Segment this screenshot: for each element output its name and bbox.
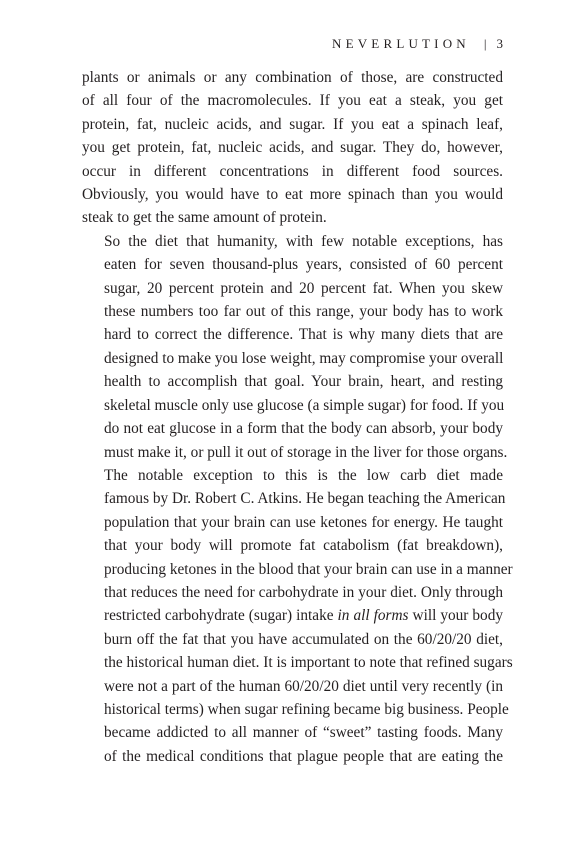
text-line: Obviously, you would have to eat more spinach than you would	[82, 186, 503, 204]
text-line: skeletal muscle only use glucose (a simple sugar) for food. If you	[104, 396, 505, 414]
text-line: eaten for seven thousand-plus years, consisted of 60 percent	[104, 256, 503, 274]
text-line: that your body will promote fat catabolism (fat breakdown),	[104, 537, 503, 555]
text-line: of the medical conditions that plague people that are eating the	[104, 747, 503, 765]
paragraph	[82, 230, 508, 464]
text-line: sugar, 20 percent protein and 20 percent fat. When you skew	[104, 279, 503, 297]
text-line: that reduces the need for carbohydrate in your diet. Only through	[104, 583, 503, 601]
text-line: health to accomplish that goal. Your brain, heart, and resting	[104, 373, 503, 391]
text-line: steak to get the same amount of protein.	[82, 209, 327, 227]
text-line: famous by Dr. Robert C. Atkins. He began teaching the American	[104, 490, 506, 508]
text-line: the historical human diet. It is important to note that refined sugars	[104, 654, 513, 672]
text-line: were not a part of the human 60/20/20 diet until very recently (in	[104, 677, 503, 695]
text-line: do not eat glucose in a form that the body can absorb, your body	[104, 420, 503, 438]
text-line: of all four of the macromolecules. If you eat a steak, you get	[82, 92, 503, 110]
text-line: must make it, or pull it out of storage in the liver for those organs.	[104, 443, 508, 461]
page-number: 3	[496, 36, 503, 51]
text-line: The notable exception to this is the low carb diet made	[104, 466, 503, 484]
text-line: occur in different concentrations in different food sources.	[82, 162, 503, 180]
running-head	[332, 36, 503, 52]
emphasis: in all forms	[337, 607, 409, 625]
text-line: burn off the fat that you have accumulated on the 60/20/20 diet,	[104, 630, 503, 648]
text-line: plants or animals or any combination of those, are constructed	[82, 69, 503, 86]
paragraph	[82, 464, 513, 768]
text-line: restricted carbohydrate (sugar) intake in all forms will your body	[104, 607, 504, 625]
body-text	[82, 66, 513, 768]
text-line: hard to correct the difference. That is why many diets that are	[104, 326, 503, 344]
text-line: population that your brain can use ketones for energy. He taught	[104, 513, 503, 531]
text-line: historical terms) when sugar refining became big business. People	[104, 700, 509, 718]
text-line: you get protein, fat, nucleic acids, and sugar. They do, however,	[82, 139, 503, 157]
book-title: NEVERLUTION	[331, 36, 470, 51]
paragraph	[82, 66, 503, 230]
text-line: producing ketones in the blood that your brain can use in a manner	[104, 560, 513, 578]
text-line: these numbers too far out of this range, your body has to work	[104, 303, 503, 321]
text-line: So the diet that humanity, with few notable exceptions, has	[104, 232, 503, 250]
text-line: protein, fat, nucleic acids, and sugar. If you eat a spinach leaf,	[82, 115, 503, 133]
text-line: became addicted to all manner of “sweet” tasting foods. Many	[104, 724, 503, 742]
text-line: designed to make you lose weight, may compromise your overall	[104, 349, 504, 367]
header-separator: |	[483, 36, 487, 51]
